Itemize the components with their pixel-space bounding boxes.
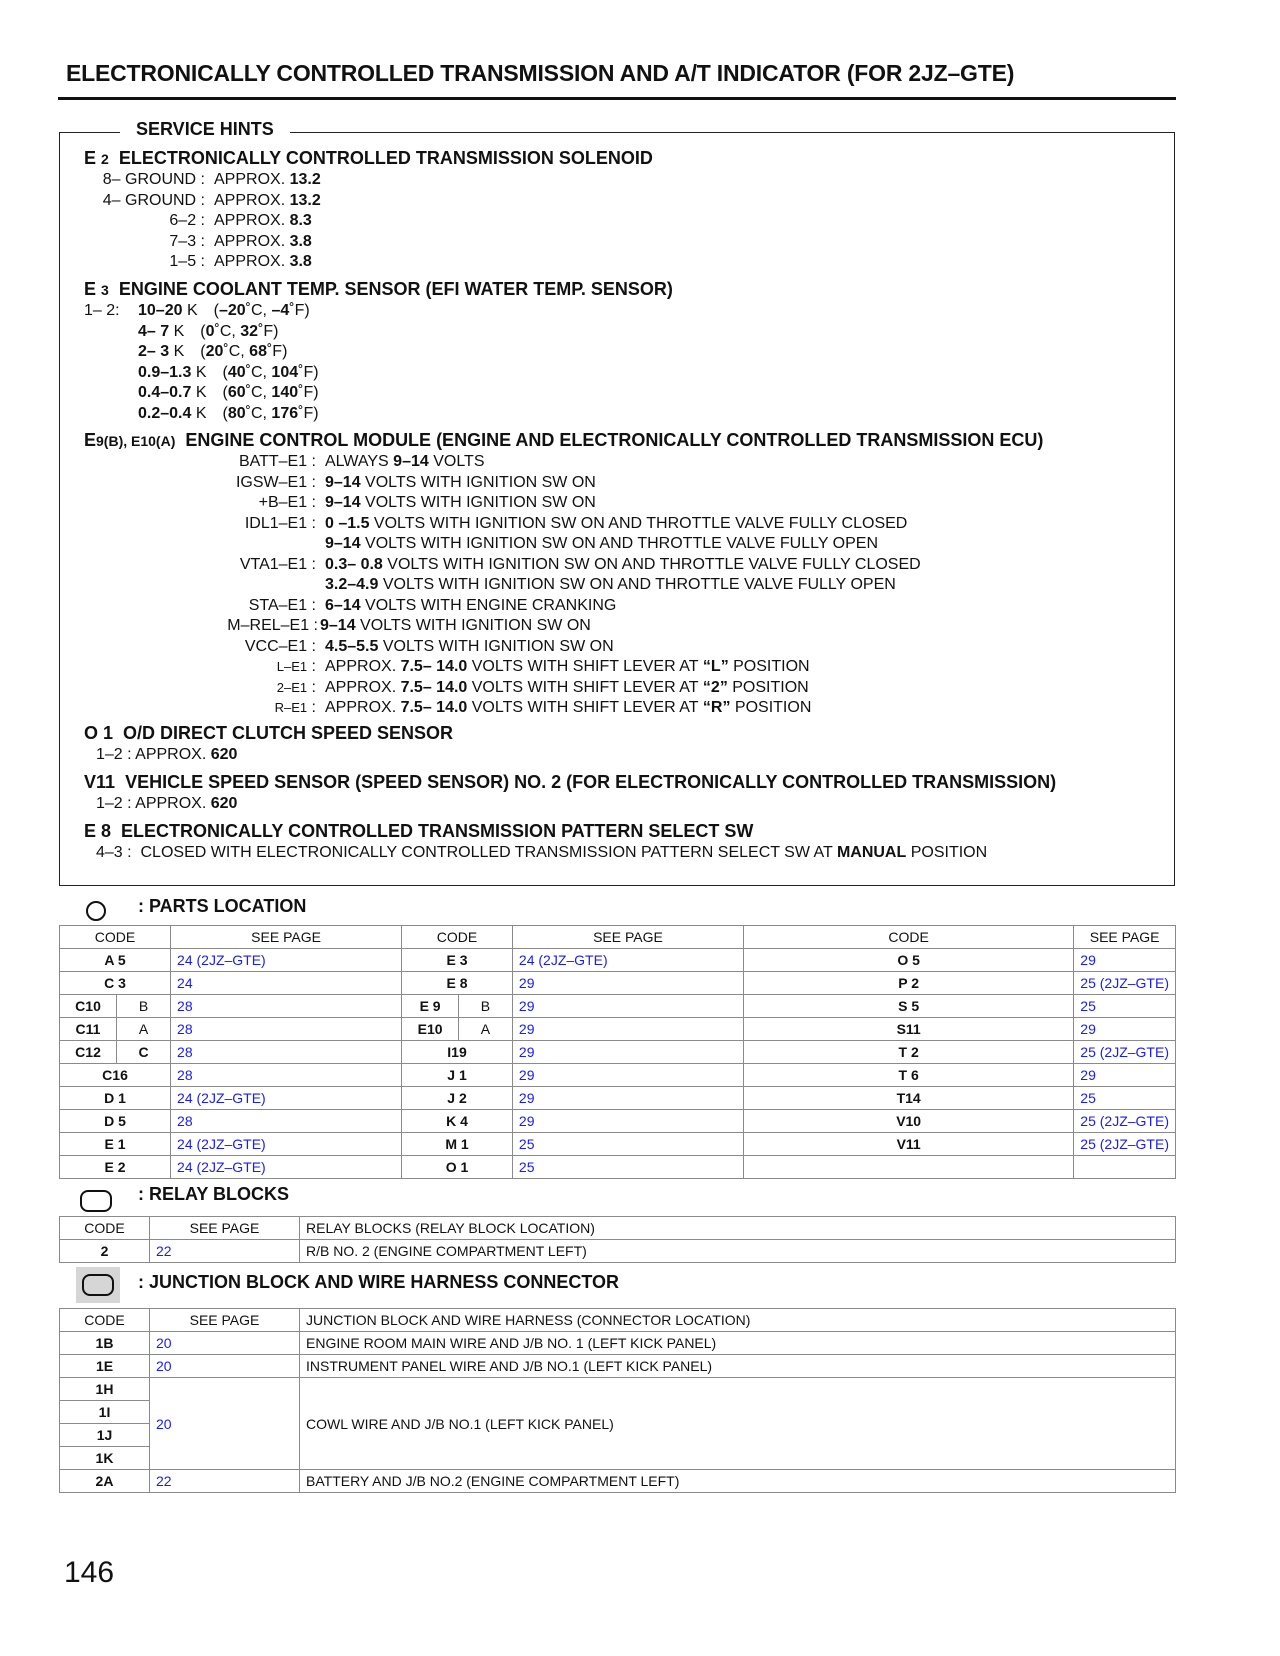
separator: : bbox=[307, 473, 316, 491]
jb-code: 1H bbox=[60, 1378, 150, 1401]
temp-f: 68 bbox=[249, 343, 267, 360]
relay-blocks-table bbox=[59, 1216, 1176, 1263]
temp-f: 32 bbox=[240, 322, 259, 340]
resistance-value: 0.4–0.7 bbox=[138, 384, 192, 401]
resistance-line bbox=[138, 405, 319, 423]
unit-f: ˚F) bbox=[298, 404, 319, 422]
part-code: C16 bbox=[60, 1064, 171, 1087]
jb-header-code: CODE bbox=[60, 1309, 150, 1332]
condition: VOLTS WITH IGNITION SW ON bbox=[378, 637, 614, 655]
terminal-label bbox=[239, 453, 316, 471]
see-page-link[interactable]: 24 (2JZ–GTE) bbox=[171, 1133, 402, 1156]
condition: VOLTS WITH IGNITION SW ON AND THROTTLE VALVE FULLY CLOSED bbox=[369, 514, 908, 532]
part-code: E 3 bbox=[402, 949, 513, 972]
terminal-label: 1–5 : bbox=[169, 253, 205, 270]
part-connector-sub: B bbox=[459, 995, 513, 1018]
voltage-value: 9–14 bbox=[325, 494, 361, 511]
voltage-value: 7.5– 14.0 bbox=[400, 699, 468, 716]
see-page-link[interactable]: 25 bbox=[512, 1156, 743, 1179]
prefix: APPROX. bbox=[325, 699, 401, 716]
resistance-line bbox=[138, 384, 319, 402]
see-page-link[interactable]: 29 bbox=[1074, 949, 1176, 972]
unit-c: ˚C, bbox=[223, 343, 250, 360]
approx-text: APPROX. bbox=[214, 191, 290, 209]
part-connector-sub: A bbox=[117, 1018, 171, 1041]
see-page-link[interactable]: 20 bbox=[150, 1378, 300, 1470]
jb-location: INSTRUMENT PANEL WIRE AND J/B NO.1 (LEFT KICK PANEL) bbox=[300, 1355, 1176, 1378]
voltage-spec bbox=[325, 474, 596, 492]
part-code: T 6 bbox=[744, 1064, 1074, 1087]
terminal-label: 8– GROUND : bbox=[102, 171, 205, 188]
condition: VOLTS WITH SHIFT LEVER AT bbox=[467, 658, 699, 675]
relay-block-symbol-icon bbox=[80, 1190, 112, 1212]
jb-location: COWL WIRE AND J/B NO.1 (LEFT KICK PANEL) bbox=[300, 1378, 1176, 1470]
unit: K ( bbox=[169, 322, 206, 340]
approx-text: APPROX. bbox=[214, 171, 290, 188]
resistance-value: 3.8 bbox=[289, 232, 312, 250]
part-code: T14 bbox=[744, 1087, 1074, 1110]
table-row bbox=[60, 995, 1176, 1018]
terminal-name: R–E1 bbox=[274, 700, 308, 715]
part-code: C11 bbox=[60, 1018, 117, 1041]
see-page-link[interactable]: 24 (2JZ–GTE) bbox=[171, 1087, 402, 1110]
see-page-link[interactable]: 29 bbox=[512, 1064, 743, 1087]
see-page-link[interactable]: 29 bbox=[512, 1087, 743, 1110]
condition: VOLTS WITH IGNITION SW ON bbox=[355, 617, 591, 634]
relay-code: 2 bbox=[60, 1240, 150, 1263]
unit: K ( bbox=[191, 363, 228, 381]
see-page-link[interactable]: 29 bbox=[1074, 1064, 1176, 1087]
unit-c: ˚C, bbox=[245, 302, 272, 319]
relay-blocks-legend: : RELAY BLOCKS bbox=[138, 1184, 290, 1204]
unit-f: ˚F) bbox=[298, 384, 319, 401]
jb-code: 1I bbox=[60, 1401, 150, 1424]
see-page-link[interactable]: 28 bbox=[171, 1064, 402, 1087]
separator: : bbox=[307, 555, 316, 573]
terminal-name: VCC–E1 bbox=[244, 637, 308, 655]
table-row bbox=[60, 1064, 1176, 1087]
jb-code: 2A bbox=[60, 1470, 150, 1493]
temp-c: 80 bbox=[227, 404, 246, 422]
unit-c: ˚C, bbox=[245, 363, 272, 381]
unit-f: ˚F) bbox=[266, 343, 288, 360]
see-page-link[interactable]: 24 (2JZ–GTE) bbox=[171, 1156, 402, 1179]
see-page-link[interactable]: 25 bbox=[1074, 1087, 1176, 1110]
part-connector-sub: A bbox=[459, 1018, 513, 1041]
voltage-value: 4.5–5.5 bbox=[325, 637, 379, 655]
voltage-value: 3.2–4.9 bbox=[325, 576, 379, 593]
voltage-value: 7.5– 14.0 bbox=[400, 678, 468, 696]
see-page-link[interactable]: 20 bbox=[150, 1355, 300, 1378]
separator: : bbox=[307, 596, 316, 614]
part-code: C12 bbox=[60, 1041, 117, 1064]
jb-code: 1K bbox=[60, 1447, 150, 1470]
measurement-value bbox=[214, 192, 321, 210]
unit-f: ˚F) bbox=[298, 363, 319, 381]
terminal-name: VTA1–E1 bbox=[239, 555, 308, 573]
v11-measurement: 1–2 : APPROX. 620 bbox=[96, 795, 238, 812]
voltage-value: 0.3– 0.8 bbox=[325, 555, 383, 573]
terminal-label: 4– GROUND : bbox=[102, 191, 205, 209]
temp-f: 140 bbox=[271, 384, 299, 401]
see-page-link[interactable]: 25 (2JZ–GTE) bbox=[1074, 972, 1176, 995]
see-page-link[interactable]: 25 (2JZ–GTE) bbox=[1074, 1110, 1176, 1133]
table-row bbox=[60, 1156, 1176, 1179]
temp-c: –20 bbox=[218, 302, 246, 319]
terminal-label bbox=[227, 617, 318, 635]
see-page-link[interactable]: 29 bbox=[512, 995, 743, 1018]
part-code: E 1 bbox=[60, 1133, 171, 1156]
unit-f: ˚F) bbox=[258, 322, 279, 340]
approx-text: APPROX. bbox=[214, 232, 290, 250]
temp-c: 60 bbox=[227, 384, 246, 401]
unit-c: ˚C, bbox=[245, 384, 272, 401]
condition: VOLTS WITH IGNITION SW ON AND THROTTLE VALVE FULLY OPEN bbox=[360, 535, 879, 552]
unit-c: ˚C, bbox=[214, 322, 241, 340]
terminal-label bbox=[249, 597, 316, 615]
table-row bbox=[60, 1332, 1176, 1355]
terminal-label: 7–3 : bbox=[169, 232, 205, 250]
voltage-value: 9–14 bbox=[325, 535, 361, 552]
part-code: O 5 bbox=[744, 949, 1074, 972]
junction-block-table bbox=[59, 1308, 1176, 1493]
prefix: APPROX. bbox=[325, 658, 401, 675]
unit-f: ˚F) bbox=[289, 302, 310, 319]
terminal-label bbox=[275, 699, 316, 717]
part-connector-sub: B bbox=[117, 995, 171, 1018]
resistance-value: 10–20 bbox=[138, 302, 183, 319]
terminal-label bbox=[245, 515, 316, 533]
voltage-spec bbox=[325, 699, 811, 717]
part-connector-sub: C bbox=[117, 1041, 171, 1064]
jb-code: 1B bbox=[60, 1332, 150, 1355]
page-title: ELECTRONICALLY CONTROLLED TRANSMISSION AND A/T INDICATOR (FOR 2JZ–GTE) bbox=[66, 60, 1015, 86]
see-page-link[interactable]: 29 bbox=[1074, 1018, 1176, 1041]
relay-location: R/B NO. 2 (ENGINE COMPARTMENT LEFT) bbox=[300, 1240, 1176, 1263]
see-page-link[interactable]: 24 (2JZ–GTE) bbox=[512, 949, 743, 972]
shift-position: “L” bbox=[698, 658, 729, 675]
table-row bbox=[60, 1470, 1176, 1493]
header-code: CODE bbox=[744, 926, 1074, 949]
parts-location-legend: : PARTS LOCATION bbox=[138, 896, 307, 916]
jb-header-see-page: SEE PAGE bbox=[150, 1309, 300, 1332]
condition: VOLTS bbox=[428, 453, 485, 470]
see-page-link[interactable]: 22 bbox=[150, 1470, 300, 1493]
resistance-value: 4– 7 bbox=[138, 322, 170, 340]
prefix: ALWAYS bbox=[325, 453, 394, 470]
resistance-value: 13.2 bbox=[289, 171, 321, 188]
voltage-spec bbox=[325, 576, 896, 594]
part-code: E 2 bbox=[60, 1156, 171, 1179]
relay-see-page-link[interactable]: 22 bbox=[150, 1240, 300, 1263]
jb-code: 1J bbox=[60, 1424, 150, 1447]
condition: VOLTS WITH IGNITION SW ON AND THROTTLE VALVE FULLY CLOSED bbox=[382, 555, 921, 573]
table-row bbox=[60, 949, 1176, 972]
voltage-spec bbox=[325, 679, 809, 697]
see-page-link[interactable]: 29 bbox=[512, 972, 743, 995]
terminal-label bbox=[277, 658, 316, 676]
part-code: C 3 bbox=[60, 972, 171, 995]
table-row bbox=[60, 972, 1176, 995]
section-heading-v11: V11 VEHICLE SPEED SENSOR (SPEED SENSOR) NO. 2 (FOR ELECTRONICALLY CONTROLLED TRANSMISSION) bbox=[84, 772, 1057, 792]
see-page-link[interactable]: 28 bbox=[171, 995, 402, 1018]
unit: K ( bbox=[182, 302, 219, 319]
part-code: P 2 bbox=[744, 972, 1074, 995]
terminal-name: 2–E1 bbox=[276, 679, 308, 695]
measurement-value bbox=[214, 212, 312, 230]
relay-header-location: RELAY BLOCKS (RELAY BLOCK LOCATION) bbox=[300, 1217, 1176, 1240]
e3-terminal: 1– 2: bbox=[84, 302, 120, 319]
unit: K ( bbox=[169, 343, 206, 360]
resistance-value: 0.2–0.4 bbox=[138, 404, 192, 422]
condition: VOLTS WITH ENGINE CRANKING bbox=[360, 596, 617, 614]
terminal-label bbox=[240, 556, 316, 574]
condition: VOLTS WITH IGNITION SW ON bbox=[360, 494, 596, 511]
resistance-line bbox=[138, 364, 319, 382]
see-page-link[interactable]: 28 bbox=[171, 1018, 402, 1041]
terminal-label bbox=[245, 638, 316, 656]
section-heading-e8: E 8 ELECTRONICALLY CONTROLLED TRANSMISSION PATTERN SELECT SW bbox=[84, 821, 754, 841]
part-code: C10 bbox=[60, 995, 117, 1018]
voltage-value: 0 –1.5 bbox=[325, 514, 370, 532]
table-row bbox=[60, 1240, 1176, 1263]
separator: : bbox=[307, 699, 316, 716]
voltage-value: 9–14 bbox=[325, 473, 361, 491]
suffix: POSITION bbox=[730, 699, 812, 716]
separator: : bbox=[307, 514, 316, 532]
terminal-name: M–REL–E1 bbox=[227, 617, 310, 634]
suffix: POSITION bbox=[728, 658, 810, 675]
part-code: O 1 bbox=[402, 1156, 513, 1179]
table-row bbox=[60, 1355, 1176, 1378]
terminal-name: IGSW–E1 bbox=[235, 473, 308, 491]
voltage-spec bbox=[320, 617, 591, 635]
suffix: POSITION bbox=[727, 678, 809, 696]
parts-location-symbol-icon bbox=[86, 901, 106, 921]
part-code: A 5 bbox=[60, 949, 171, 972]
part-code: V11 bbox=[744, 1133, 1074, 1156]
header-see-page: SEE PAGE bbox=[1074, 926, 1176, 949]
prefix: APPROX. bbox=[325, 678, 401, 696]
table-row bbox=[60, 1110, 1176, 1133]
terminal-label bbox=[236, 474, 316, 492]
resistance-value: 8.3 bbox=[289, 212, 312, 229]
terminal-name: IDL1–E1 bbox=[244, 514, 308, 532]
separator: : bbox=[309, 617, 318, 634]
table-row bbox=[60, 1041, 1176, 1064]
see-page-link bbox=[1074, 1156, 1176, 1179]
see-page-link[interactable]: 25 bbox=[512, 1133, 743, 1156]
part-code: I19 bbox=[402, 1041, 513, 1064]
terminal-name: STA–E1 bbox=[248, 596, 308, 614]
separator: : bbox=[307, 494, 316, 511]
part-code: E 8 bbox=[402, 972, 513, 995]
condition: VOLTS WITH SHIFT LEVER AT bbox=[467, 678, 699, 696]
part-code: M 1 bbox=[402, 1133, 513, 1156]
part-code: D 1 bbox=[60, 1087, 171, 1110]
resistance-value: 13.2 bbox=[289, 191, 321, 209]
voltage-value: 6–14 bbox=[325, 596, 361, 614]
voltage-spec bbox=[325, 597, 616, 615]
resistance-value: 2– 3 bbox=[138, 343, 170, 360]
e8-measurement: 4–3 : CLOSED WITH ELECTRONICALLY CONTROLLED TRANSMISSION PATTERN SELECT SW AT MANUAL POSITION bbox=[96, 844, 988, 861]
separator: : bbox=[307, 453, 316, 470]
header-code: CODE bbox=[402, 926, 513, 949]
see-page-link[interactable]: 24 bbox=[171, 972, 402, 995]
see-page-link[interactable]: 28 bbox=[171, 1041, 402, 1064]
unit-c: ˚C, bbox=[245, 404, 272, 422]
see-page-link[interactable]: 25 (2JZ–GTE) bbox=[1074, 1041, 1176, 1064]
condition: VOLTS WITH IGNITION SW ON AND THROTTLE VALVE FULLY OPEN bbox=[378, 576, 896, 593]
see-page-link[interactable]: 24 (2JZ–GTE) bbox=[171, 949, 402, 972]
table-row bbox=[60, 1133, 1176, 1156]
page-number: 146 bbox=[64, 1556, 115, 1589]
resistance-line bbox=[138, 343, 287, 361]
service-hints-label: SERVICE HINTS bbox=[120, 119, 290, 140]
unit: K ( bbox=[191, 404, 228, 422]
table-row bbox=[60, 1087, 1176, 1110]
voltage-spec bbox=[325, 535, 878, 553]
header-see-page: SEE PAGE bbox=[512, 926, 743, 949]
temp-f: 176 bbox=[271, 404, 299, 422]
part-code: D 5 bbox=[60, 1110, 171, 1133]
jb-location: BATTERY AND J/B NO.2 (ENGINE COMPARTMENT LEFT) bbox=[300, 1470, 1176, 1493]
resistance-value: 0.9–1.3 bbox=[138, 363, 192, 381]
junction-block-symbol-icon bbox=[82, 1274, 114, 1296]
part-code: J 1 bbox=[402, 1064, 513, 1087]
see-page-link[interactable]: 25 (2JZ–GTE) bbox=[1074, 1133, 1176, 1156]
terminal-label bbox=[277, 679, 316, 697]
temp-f: 104 bbox=[271, 363, 299, 381]
approx-text: APPROX. bbox=[214, 212, 290, 229]
table-row bbox=[60, 1018, 1176, 1041]
approx-text: APPROX. bbox=[214, 253, 290, 270]
section-heading-e2: E 2 ELECTRONICALLY CONTROLLED TRANSMISSION SOLENOID bbox=[84, 148, 653, 168]
part-code: S 5 bbox=[744, 995, 1074, 1018]
section-heading-ecm: E9(B), E10(A) ENGINE CONTROL MODULE (ENGINE AND ELECTRONICALLY CONTROLLED TRANSMISSION ECU) bbox=[84, 430, 1044, 450]
voltage-spec bbox=[325, 658, 810, 676]
voltage-value: 9–14 bbox=[393, 453, 429, 470]
terminal-name: +B–E1 bbox=[258, 494, 308, 511]
part-code: V10 bbox=[744, 1110, 1074, 1133]
measurement-value bbox=[214, 171, 321, 189]
part-code bbox=[744, 1156, 1074, 1179]
part-code: E 9 bbox=[402, 995, 459, 1018]
condition: VOLTS WITH IGNITION SW ON bbox=[360, 473, 596, 491]
voltage-spec bbox=[325, 638, 614, 656]
voltage-spec bbox=[325, 556, 921, 574]
relay-header-code: CODE bbox=[60, 1217, 150, 1240]
condition: VOLTS WITH SHIFT LEVER AT bbox=[467, 699, 699, 716]
separator: : bbox=[307, 678, 316, 696]
jb-header-location: JUNCTION BLOCK AND WIRE HARNESS (CONNECTOR LOCATION) bbox=[300, 1309, 1176, 1332]
voltage-value: 7.5– 14.0 bbox=[400, 658, 468, 675]
see-page-link[interactable]: 29 bbox=[512, 1041, 743, 1064]
jb-location: ENGINE ROOM MAIN WIRE AND J/B NO. 1 (LEFT KICK PANEL) bbox=[300, 1332, 1176, 1355]
part-code: K 4 bbox=[402, 1110, 513, 1133]
voltage-spec bbox=[325, 453, 484, 471]
part-code: E10 bbox=[402, 1018, 459, 1041]
part-code: T 2 bbox=[744, 1041, 1074, 1064]
measurement-value bbox=[214, 253, 312, 271]
section-heading-e3: E 3 ENGINE COOLANT TEMP. SENSOR (EFI WATER TEMP. SENSOR) bbox=[84, 279, 673, 299]
terminal-name: BATT–E1 bbox=[238, 453, 308, 470]
resistance-line bbox=[138, 302, 310, 320]
see-page-link[interactable]: 20 bbox=[150, 1332, 300, 1355]
temp-c: 0 bbox=[205, 322, 215, 340]
terminal-name: L–E1 bbox=[276, 659, 308, 674]
temp-c: 40 bbox=[227, 363, 246, 381]
shift-position: “2” bbox=[698, 678, 728, 696]
separator: : bbox=[307, 637, 316, 655]
see-page-link[interactable]: 29 bbox=[512, 1018, 743, 1041]
jb-code: 1E bbox=[60, 1355, 150, 1378]
voltage-value: 9–14 bbox=[320, 617, 356, 634]
table-row bbox=[60, 1378, 1176, 1401]
section-heading-o1: O 1 O/D DIRECT CLUTCH SPEED SENSOR bbox=[84, 723, 454, 743]
relay-header-see-page: SEE PAGE bbox=[150, 1217, 300, 1240]
see-page-link[interactable]: 28 bbox=[171, 1110, 402, 1133]
junction-block-legend: : JUNCTION BLOCK AND WIRE HARNESS CONNECTOR bbox=[138, 1272, 620, 1292]
o1-measurement: 1–2 : APPROX. 620 bbox=[96, 746, 238, 763]
see-page-link[interactable]: 29 bbox=[512, 1110, 743, 1133]
resistance-value: 3.8 bbox=[289, 253, 312, 270]
part-code: S11 bbox=[744, 1018, 1074, 1041]
terminal-label bbox=[259, 494, 316, 512]
shift-position: “R” bbox=[698, 699, 731, 716]
separator: : bbox=[307, 658, 316, 675]
resistance-line bbox=[138, 323, 279, 341]
voltage-spec bbox=[325, 515, 907, 533]
title-rule bbox=[58, 97, 1176, 100]
header-code: CODE bbox=[60, 926, 171, 949]
measurement-value bbox=[214, 233, 312, 251]
parts-location-table bbox=[59, 925, 1176, 1179]
voltage-spec bbox=[325, 494, 596, 512]
unit: K ( bbox=[191, 384, 228, 401]
header-see-page: SEE PAGE bbox=[171, 926, 402, 949]
see-page-link[interactable]: 25 bbox=[1074, 995, 1176, 1018]
temp-c: 20 bbox=[205, 343, 224, 360]
terminal-label: 6–2 : bbox=[169, 212, 205, 229]
temp-f: –4 bbox=[271, 302, 290, 319]
part-code: J 2 bbox=[402, 1087, 513, 1110]
